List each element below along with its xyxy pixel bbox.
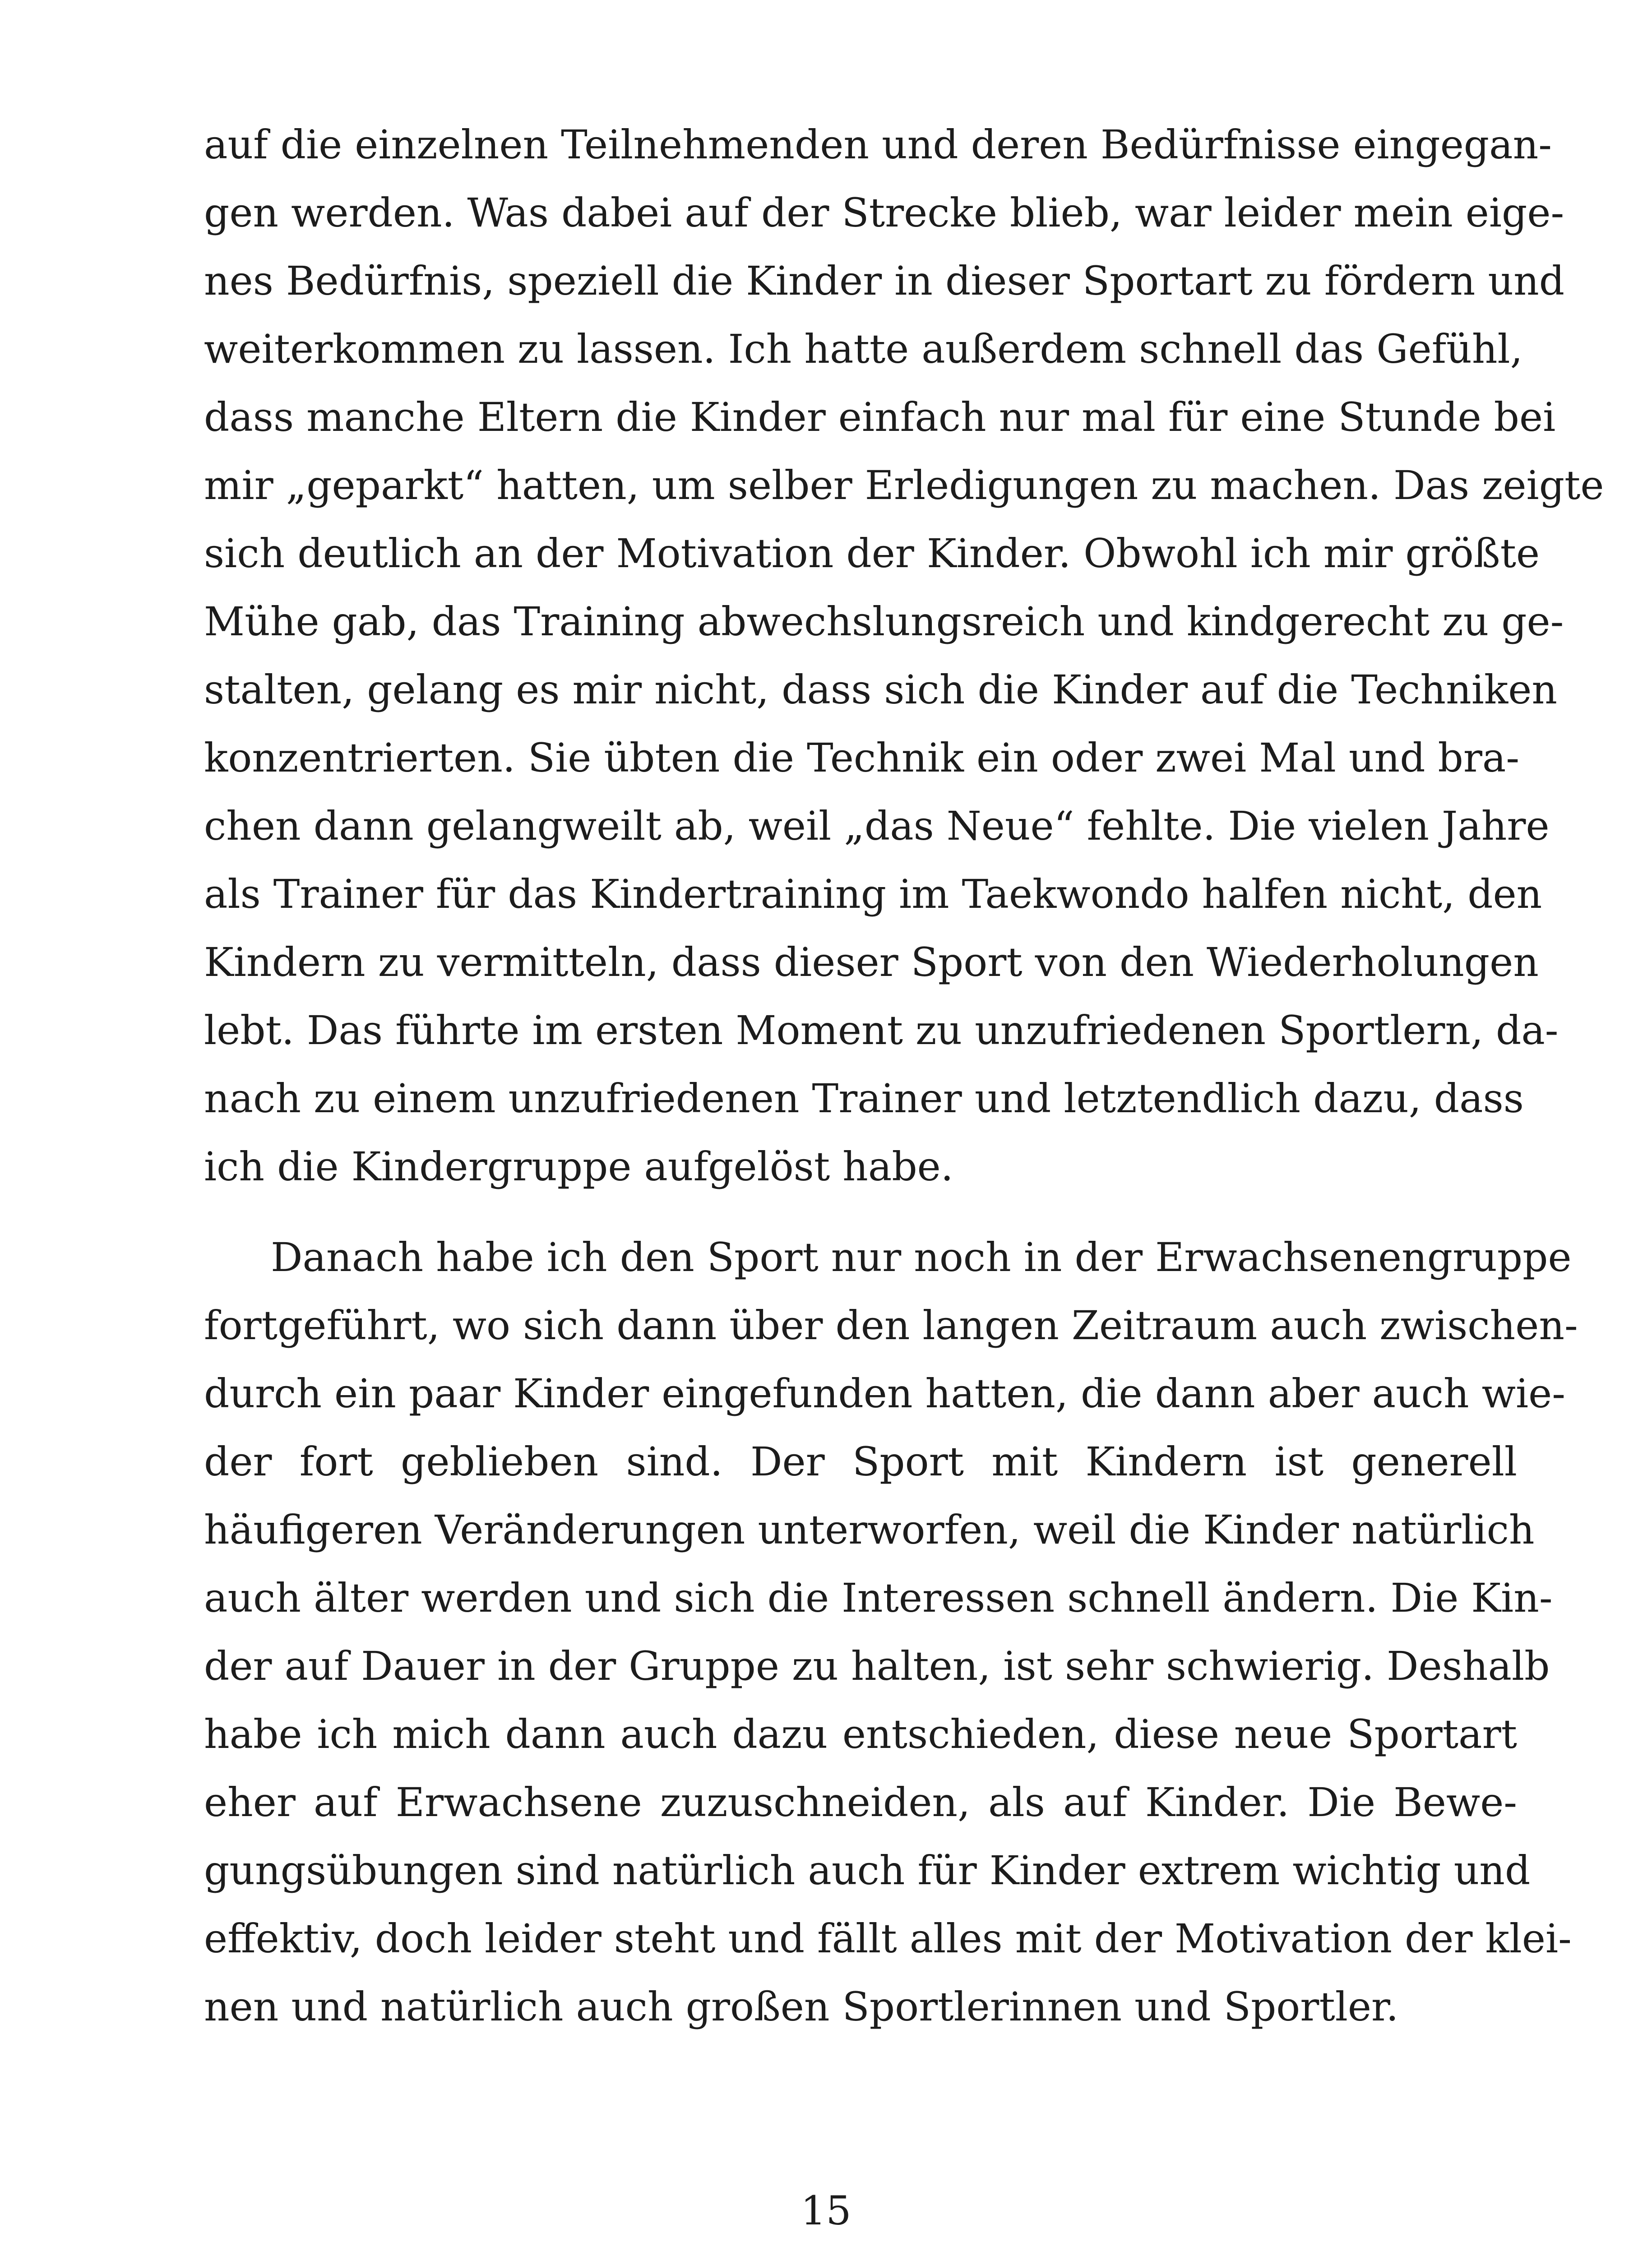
text-line: der fort geblieben sind. Der Sport mit Kindern ist generell — [204, 1438, 1517, 1485]
text-line: lebt. Das führte im ersten Moment zu unzufriedenen Sportlern, da- — [204, 1007, 1559, 1054]
text-line: weiterkommen zu lassen. Ich hatte außerdem schnell das Gefühl, — [204, 326, 1523, 372]
text-line: nes Bedürfnis, speziell die Kinder in dieser Sportart zu fördern und — [204, 258, 1565, 304]
text-line: eher auf Erwachsene zuzuschneiden, als auf Kinder. Die Bewe- — [204, 1779, 1517, 1826]
text-line: Kindern zu vermitteln, dass dieser Sport von den Wiederholungen — [204, 939, 1539, 985]
text-line: dass manche Eltern die Kinder einfach nur mal für eine Stunde bei — [204, 394, 1556, 440]
text-line: nen und natürlich auch großen Sportlerinnen und Sportler. — [204, 1983, 1399, 2030]
text-line: nach zu einem unzufriedenen Trainer und letztendlich dazu, dass — [204, 1075, 1524, 1122]
text-line: der auf Dauer in der Gruppe zu halten, ist sehr schwierig. Deshalb — [204, 1643, 1550, 1689]
text-line: habe ich mich dann auch dazu entschieden, diese neue Sportart — [204, 1711, 1517, 1757]
text-line: effektiv, doch leider steht und fällt alles mit der Motivation der klei- — [204, 1915, 1572, 1962]
text-line: gen werden. Was dabei auf der Strecke blieb, war leider mein eige- — [204, 190, 1564, 236]
text-line: mir „geparkt“ hatten, um selber Erledigungen zu machen. Das zeigte — [204, 462, 1604, 509]
text-line: auf die einzelnen Teilnehmenden und deren Bedürfnisse eingegan- — [204, 121, 1552, 168]
text-line: fortgeführt, wo sich dann über den langen Zeitraum auch zwischen- — [204, 1302, 1578, 1349]
paragraph-1 — [204, 111, 1604, 1201]
text-line: ich die Kindergruppe aufgelöst habe. — [204, 1143, 953, 1190]
text-line: als Trainer für das Kindertraining im Taekwondo halfen nicht, den — [204, 871, 1542, 917]
text-line: Danach habe ich den Sport nur noch in der Erwachsenengruppe — [271, 1234, 1572, 1281]
page-number: 15 — [801, 2187, 851, 2234]
paragraph-2 — [204, 1223, 1578, 2041]
body-text — [204, 111, 1604, 2041]
text-line: konzentrierten. Sie übten die Technik ein oder zwei Mal und bra- — [204, 735, 1520, 781]
text-line: auch älter werden und sich die Interessen schnell ändern. Die Kin- — [204, 1575, 1553, 1621]
text-line: durch ein paar Kinder eingefunden hatten, die dann aber auch wie- — [204, 1370, 1565, 1417]
paragraph-spacer — [204, 1201, 1517, 1223]
text-line: gungsübungen sind natürlich auch für Kinder extrem wichtig und — [204, 1847, 1531, 1894]
text-line: chen dann gelangweilt ab, weil „das Neue“ fehlte. Die vielen Jahre — [204, 803, 1550, 849]
text-line: häufigeren Veränderungen unterworfen, weil die Kinder natürlich — [204, 1507, 1535, 1553]
text-line: stalten, gelang es mir nicht, dass sich die Kinder auf die Techniken — [204, 666, 1558, 713]
text-line: Mühe gab, das Training abwechslungsreich und kindgerecht zu ge- — [204, 598, 1564, 645]
text-line: sich deutlich an der Motivation der Kinder. Obwohl ich mir größte — [204, 530, 1540, 577]
